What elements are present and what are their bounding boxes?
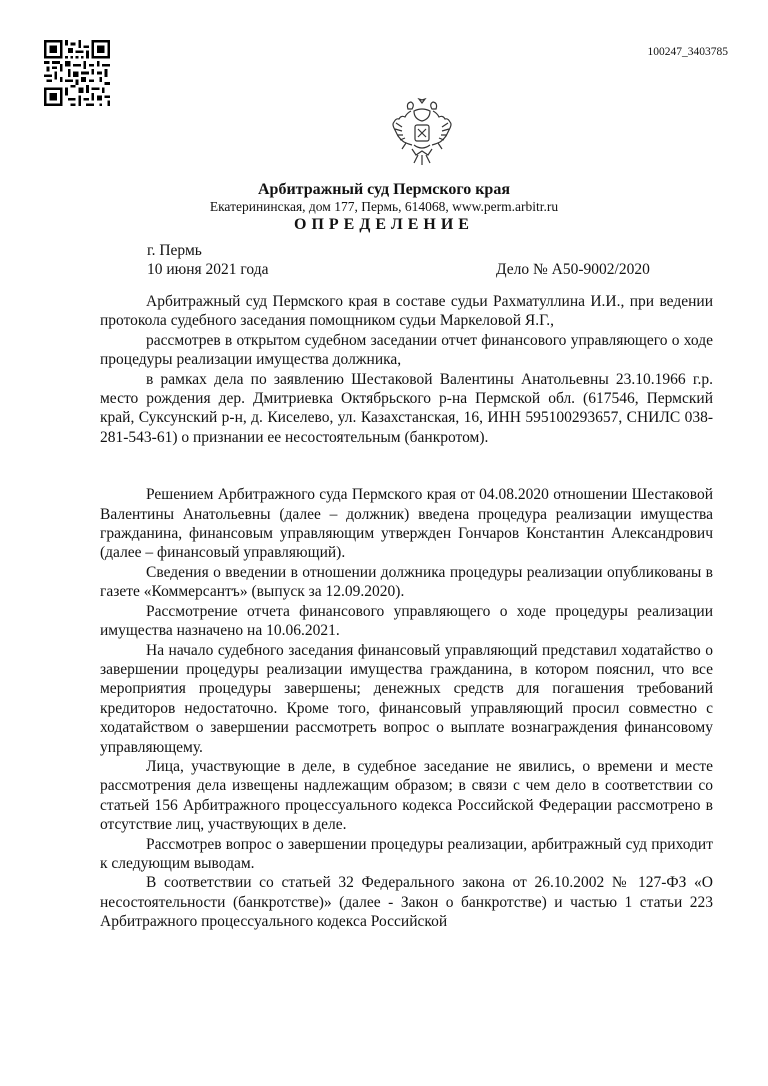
document-body — [100, 292, 713, 932]
paragraph: На начало судебного заседания финансовый управляющий представил ходатайство о завершении процедуры реализации имущества гражданина, в котором пояснил, что все мероприятия процедуры завершены; денежных средств для погашения требований кредиторов недостаточно. Кроме того, финансовый управляющий просил совместно с ходатайством о завершении рассмотреть вопрос о выплате вознаграждения финансовому управляющему. — [100, 641, 713, 756]
qr-code — [44, 40, 110, 106]
paragraph: Решением Арбитражного суда Пермского края от 04.08.2020 отношении Шестаковой Валентины Анатольевны (далее – должник) введена процедура реализации имущества гражданина, финансовым управляющим утвержден Гончаров Константин Александрович (далее – финансовый управляющий). — [100, 486, 713, 562]
paragraph: Рассмотрев вопрос о завершении процедуры реализации, арбитражный суд приходит к следующим выводам. — [100, 835, 713, 872]
paragraph-gap — [100, 447, 713, 485]
paragraph: Арбитражный суд Пермского края в составе судьи Рахматуллина И.И., при ведении протокола судебного заседания помощником судьи Маркеловой Я.Г., — [100, 293, 713, 330]
coat-of-arms-emblem — [388, 97, 456, 169]
paragraph: В соответствии со статьей 32 Федерального закона от 26.10.2002 № 127-ФЗ «О несостоятельности (банкротстве)» (далее - Закон о банкротстве) и частью 1 статьи 223 Арбитражного процессуального кодекса Российской — [100, 874, 713, 931]
court-name: Арбитражный суд Пермского края — [258, 181, 510, 198]
paragraph: в рамках дела по заявлению Шестаковой Валентины Анатольевны 23.10.1966 г.р. место рождения дер. Дмитриевка Октябрьского р-на Пермской обл. (617546, Пермский край, Суксунский р-н, д. Киселево, ул. Казахстанская, 16, ИНН 595100293657, СНИЛС 038-281-543-61) о признании ее несостоятельным (банкротом). — [100, 370, 713, 446]
court-address: Екатерининская, дом 177, Пермь, 614068, www.perm.arbitr.ru — [209, 199, 559, 214]
document-id: 100247_3403785 — [647, 46, 728, 58]
city: г. Пермь — [147, 242, 202, 259]
document-type-title: ОПРЕДЕЛЕНИЕ — [294, 216, 474, 233]
paragraph: рассмотрев в открытом судебном заседании отчет финансового управляющего о ходе процедуры реализации имущества должника, — [100, 331, 713, 369]
paragraph: Лица, участвующие в деле, в судебное заседание не явились, о времени и месте рассмотрения дела извещены надлежащим образом; в связи с чем дело в соответствии со статьей 156 Арбитражного процессуального кодекса Российской Федерации рассмотрено в отсутствие лиц, участвующих в деле. — [100, 757, 713, 834]
paragraph: Сведения о введении в отношении должника процедуры реализации опубликованы в газете «Коммерсантъ» (выпуск за 12.09.2020). — [100, 563, 713, 601]
paragraph: Рассмотрение отчета финансового управляющего о ходе процедуры реализации имущества назначено на 10.06.2021. — [100, 602, 713, 640]
document-date: 10 июня 2021 года — [147, 261, 269, 278]
case-number: Дело № А50-9002/2020 — [496, 261, 650, 278]
